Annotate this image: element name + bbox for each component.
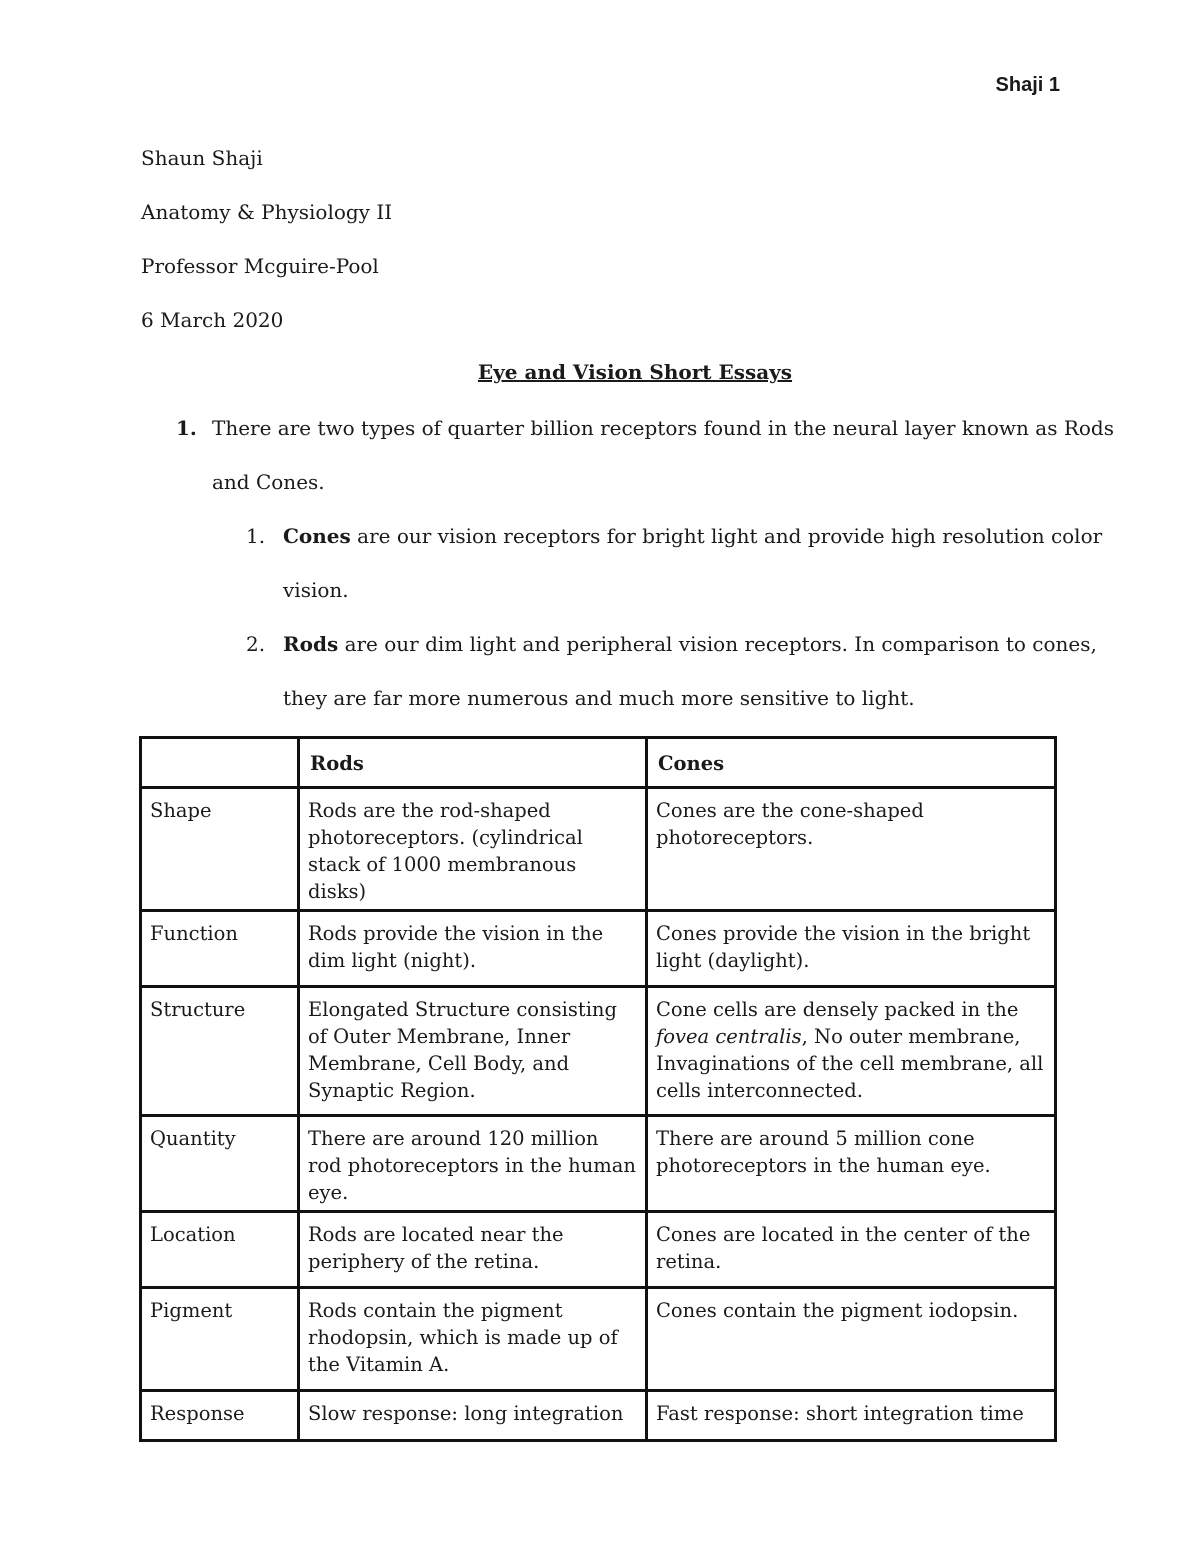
subitem-text: are our vision receptors for bright light and provide high resolution color bbox=[350, 524, 1103, 548]
subitem-bold-term: Rods bbox=[283, 632, 339, 656]
professor-name: Professor Mcguire-Pool bbox=[141, 254, 379, 278]
table-row bbox=[141, 788, 1056, 911]
rods-cell: There are around 120 million rod photoreceptors in the human eye. bbox=[299, 1116, 647, 1212]
cones-cell bbox=[647, 987, 1056, 1116]
page-number-header: Shaji 1 bbox=[995, 74, 1060, 96]
cones-cell: Cones are the cone-shaped photoreceptors. bbox=[647, 788, 1056, 911]
table-header-cell bbox=[141, 738, 299, 788]
rods-cell: Elongated Structure consisting of Outer Membrane, Inner Membrane, Cell Body, and Synaptic Region. bbox=[299, 987, 647, 1116]
cones-cell: Cones contain the pigment iodopsin. bbox=[647, 1288, 1056, 1391]
subitem-number: 2. bbox=[246, 632, 266, 656]
table-row bbox=[141, 1212, 1056, 1288]
cones-italic-term: fovea centralis bbox=[656, 1025, 802, 1048]
subitem-cones-line2: vision. bbox=[283, 578, 349, 602]
table-row bbox=[141, 911, 1056, 987]
table-row bbox=[141, 1391, 1056, 1441]
row-label: Structure bbox=[141, 987, 299, 1116]
table-row bbox=[141, 1288, 1056, 1391]
cones-text: , No outer membrane, Invaginations of the cell membrane, all cells interconnected. bbox=[656, 1025, 1044, 1102]
course-name: Anatomy & Physiology II bbox=[141, 200, 393, 224]
cones-cell: There are around 5 million cone photoreceptors in the human eye. bbox=[647, 1116, 1056, 1212]
subitem-bold-term: Cones bbox=[283, 524, 351, 548]
student-name: Shaun Shaji bbox=[141, 146, 263, 170]
subitem-text: are our dim light and peripheral vision receptors. In comparison to cones, bbox=[338, 632, 1097, 656]
table-row bbox=[141, 1116, 1056, 1212]
table-header-cell: Rods bbox=[299, 738, 647, 788]
cones-text: Cone cells are densely packed in the bbox=[656, 998, 1019, 1021]
row-label: Pigment bbox=[141, 1288, 299, 1391]
row-label: Shape bbox=[141, 788, 299, 911]
rods-cell: Rods are located near the periphery of the retina. bbox=[299, 1212, 647, 1288]
cones-cell: Fast response: short integration time bbox=[647, 1391, 1056, 1441]
row-label: Quantity bbox=[141, 1116, 299, 1212]
subitem-rods-line2: they are far more numerous and much more sensitive to light. bbox=[283, 686, 915, 710]
subitem-rods-line1 bbox=[283, 632, 1097, 656]
rods-cell: Rods contain the pigment rhodopsin, which is made up of the Vitamin A. bbox=[299, 1288, 647, 1391]
item-text-line2: and Cones. bbox=[212, 470, 325, 494]
rods-cell: Rods provide the vision in the dim light (night). bbox=[299, 911, 647, 987]
row-label: Location bbox=[141, 1212, 299, 1288]
cones-cell: Cones provide the vision in the bright light (daylight). bbox=[647, 911, 1056, 987]
rods-cell: Rods are the rod-shaped photoreceptors. (cylindrical stack of 1000 membranous disks) bbox=[299, 788, 647, 911]
subitem-number: 1. bbox=[246, 524, 266, 548]
rods-cones-comparison-table bbox=[139, 736, 1057, 1442]
cones-cell: Cones are located in the center of the retina. bbox=[647, 1212, 1056, 1288]
date: 6 March 2020 bbox=[141, 308, 284, 332]
item-text-line1: There are two types of quarter billion receptors found in the neural layer known as Rods bbox=[212, 416, 1114, 440]
table-header-cell: Cones bbox=[647, 738, 1056, 788]
rods-cell: Slow response: long integration bbox=[299, 1391, 647, 1441]
item-number: 1. bbox=[176, 416, 197, 440]
document-title: Eye and Vision Short Essays bbox=[477, 360, 793, 384]
subitem-cones-line1 bbox=[283, 524, 1102, 548]
table-header-row bbox=[141, 738, 1056, 788]
table-row bbox=[141, 987, 1056, 1116]
row-label: Response bbox=[141, 1391, 299, 1441]
row-label: Function bbox=[141, 911, 299, 987]
